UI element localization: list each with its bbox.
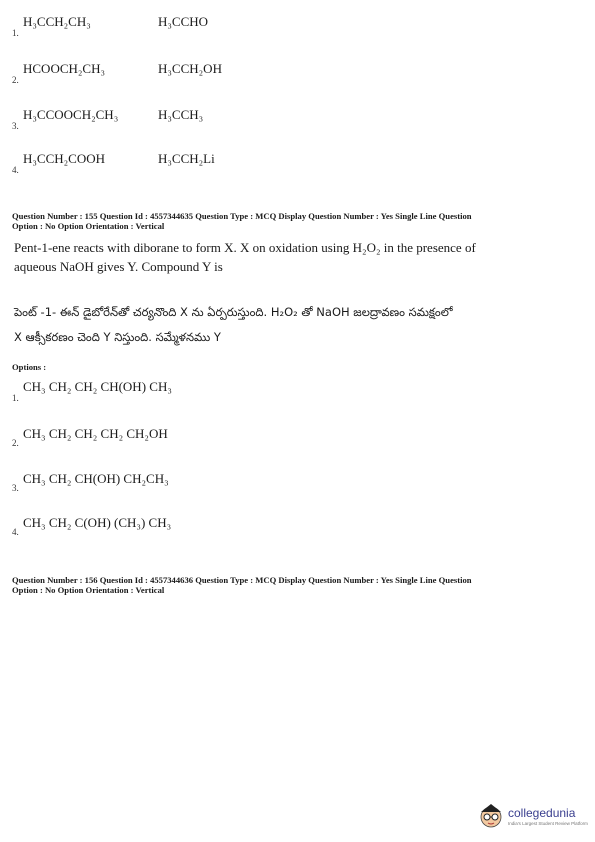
prev-option-number: 2. [12, 75, 19, 85]
option-number: 2. [12, 438, 19, 448]
prev-option-number: 4. [12, 165, 19, 175]
question-telugu-line2: X ఆక్సీకరణం చెంది Y నిస్తుంది. సమ్మేళనము Y [14, 330, 221, 344]
question-meta-line2: Option : No Option Orientation : Vertical [12, 585, 165, 595]
prev-option-number: 1. [12, 28, 19, 38]
question-meta-line2: Option : No Option Orientation : Vertical [12, 221, 165, 231]
prev-option-formula-b: H₃CCH₃ [158, 107, 204, 122]
option-number: 1. [12, 393, 19, 403]
options-label: Options : [12, 362, 47, 372]
collegedunia-logo [476, 798, 588, 832]
prev-option-formula-b: H₃CCHO [158, 14, 209, 29]
option-formula: CH₃ CH₂ CH(OH) CH₂CH₃ [23, 471, 169, 486]
question-telugu-line1: పెంట్ -1- ఈన్ డైబోరేన్‌తో చర్యనొంది X ను ఏర్పరుస్తుంది. H₂O₂ తో NaOH జలద్రావణం సమక్షంలో [14, 305, 453, 319]
prev-option-formula-b: H₃CCH₂OH [158, 61, 222, 76]
option-formula: CH₃ CH₂ CH₂ CH(OH) CH₃ [23, 379, 172, 394]
prev-option-formula-a: HCOOCH₂CH₃ [23, 61, 106, 76]
prev-option-formula-a: H₃CCOOCH₂CH₃ [23, 107, 119, 122]
option-number: 3. [12, 483, 19, 493]
prev-option-formula-a: H₃CCH₂COOH [23, 151, 106, 166]
option-formula: CH₃ CH₂ CH₂ CH₂ CH₂OH [23, 426, 168, 441]
question-text-line1: Pent-1-ene reacts with diborane to form X. X on oxidation using H₂O₂ in the presence of [14, 240, 476, 255]
mascot-icon [476, 800, 506, 830]
question-text-line2: aqueous NaOH gives Y. Compound Y is [14, 259, 223, 274]
option-formula: CH₃ CH₂ C(OH) (CH₃) CH₃ [23, 515, 172, 530]
logo-brand-text: collegedunia [508, 806, 576, 820]
prev-option-number: 3. [12, 121, 19, 131]
option-number: 4. [12, 527, 19, 537]
question-meta-line1: Question Number : 155 Question Id : 4557344635 Question Type : MCQ Display Question Number : Yes Single Line Question [12, 211, 472, 221]
question-meta-line1: Question Number : 156 Question Id : 4557344636 Question Type : MCQ Display Question Number : Yes Single Line Question [12, 575, 472, 585]
prev-option-formula-b: H₃CCH₂Li [158, 151, 215, 166]
logo-tagline: India's Largest Student Review Platform [508, 821, 588, 826]
prev-option-formula-a: H₃CCH₂CH₃ [23, 14, 91, 29]
